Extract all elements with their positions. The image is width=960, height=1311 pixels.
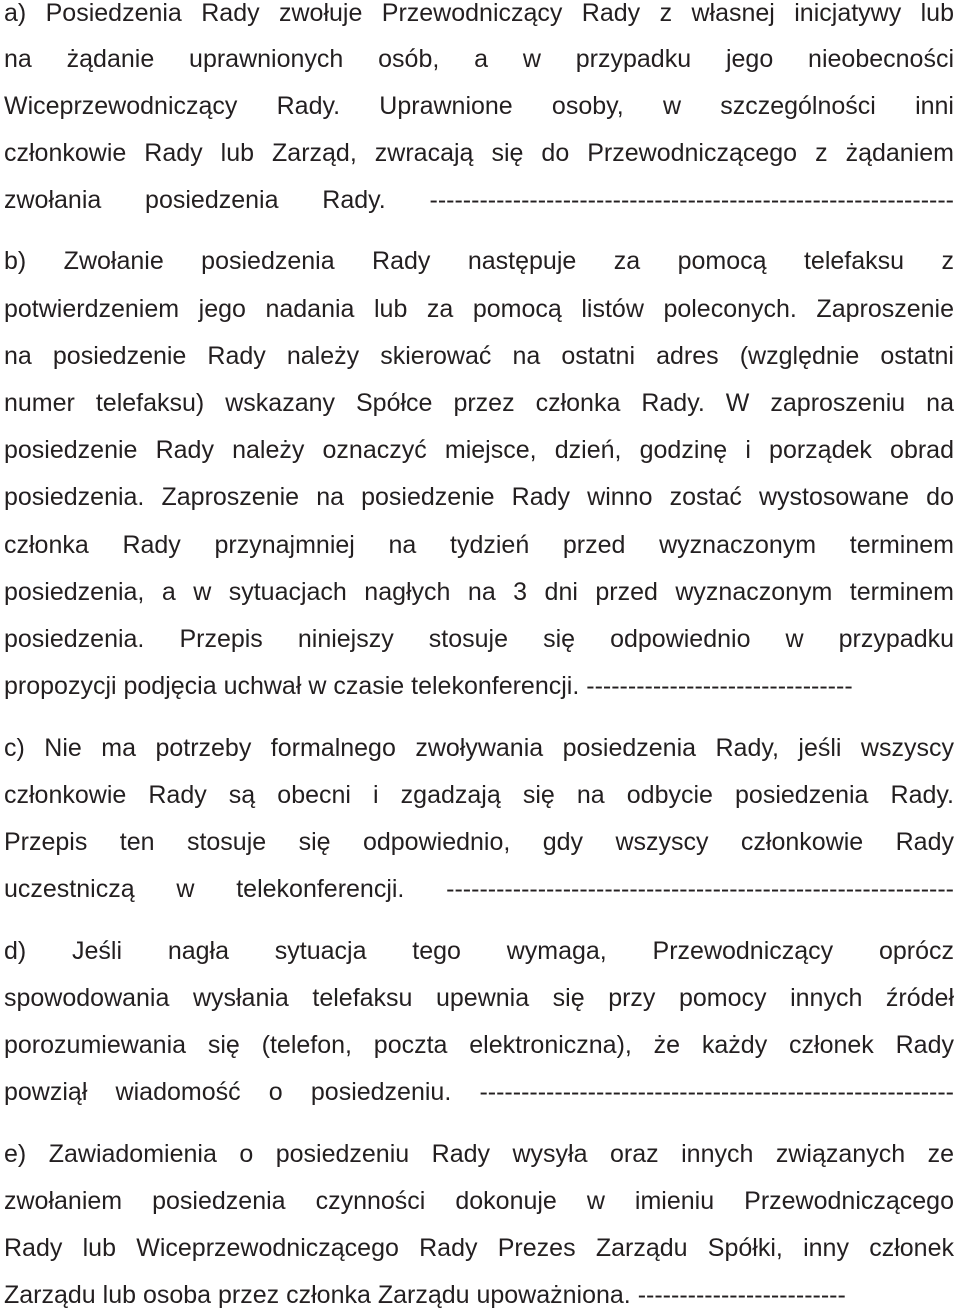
paragraph-c-line-4: uczestniczą w telekonferencji. ------------------------------------------------------------- [4, 875, 954, 903]
paragraph-d-line-1: d) Jeśli nagła sytuacja tego wymaga, Przewodniczący oprócz [4, 937, 954, 965]
paragraph-b-line-10: propozycji podjęcia uchwał w czasie telekonferencji. -------------------------------- [4, 672, 853, 700]
paragraph-a-line-2: na żądanie uprawnionych osób, a w przypadku jego nieobecności [4, 45, 954, 73]
paragraph-c-line-2: członkowie Rady są obecni i zgadzają się na odbycie posiedzenia Rady. [4, 781, 954, 809]
paragraph-b-line-2: potwierdzeniem jego nadania lub za pomocą listów poleconych. Zaproszenie [4, 295, 954, 323]
paragraph-e-line-4: Zarządu lub osoba przez członka Zarządu upoważniona. ------------------------- [4, 1281, 846, 1309]
paragraph-d-line-3: porozumiewania się (telefon, poczta elektroniczna), że każdy członek Rady [4, 1031, 954, 1059]
paragraph-b-line-9: posiedzenia. Przepis niniejszy stosuje się odpowiednio w przypadku [4, 625, 954, 653]
paragraph-a-line-1: a) Posiedzenia Rady zwołuje Przewodniczący Rady z własnej inicjatywy lub [4, 0, 954, 27]
paragraph-b-line-5: posiedzenie Rady należy oznaczyć miejsce, dzień, godzinę i porządek obrad [4, 436, 954, 464]
paragraph-a-line-3: Wiceprzewodniczący Rady. Uprawnione osoby, w szczególności inni [4, 92, 954, 120]
paragraph-a-line-4: członkowie Rady lub Zarząd, zwracają się do Przewodniczącego z żądaniem [4, 139, 954, 167]
paragraph-a-line-5: zwołania posiedzenia Rady. --------------------------------------------------------------- [4, 186, 954, 214]
paragraph-e-line-2: zwołaniem posiedzenia czynności dokonuje w imieniu Przewodniczącego [4, 1187, 954, 1215]
paragraph-d-line-4: powziął wiadomość o posiedzeniu. --------------------------------------------------------- [4, 1078, 954, 1106]
paragraph-b-line-7: członka Rady przynajmniej na tydzień przed wyznaczonym terminem [4, 531, 954, 559]
paragraph-c-line-1: c) Nie ma potrzeby formalnego zwoływania posiedzenia Rady, jeśli wszyscy [4, 734, 954, 762]
paragraph-e-line-1: e) Zawiadomienia o posiedzeniu Rady wysyła oraz innych związanych ze [4, 1140, 954, 1168]
paragraph-b-line-6: posiedzenia. Zaproszenie na posiedzenie Rady winno zostać wystosowane do [4, 483, 954, 511]
paragraph-b-line-3: na posiedzenie Rady należy skierować na ostatni adres (względnie ostatni [4, 342, 954, 370]
paragraph-b-line-8: posiedzenia, a w sytuacjach nagłych na 3 dni przed wyznaczonym terminem [4, 578, 954, 606]
paragraph-d-line-2: spowodowania wysłania telefaksu upewnia się przy pomocy innych źródeł [4, 984, 954, 1012]
paragraph-b-line-1: b) Zwołanie posiedzenia Rady następuje za pomocą telefaksu z [4, 247, 954, 275]
paragraph-b-line-4: numer telefaksu) wskazany Spółce przez członka Rady. W zaproszeniu na [4, 389, 954, 417]
paragraph-c-line-3: Przepis ten stosuje się odpowiednio, gdy wszyscy członkowie Rady [4, 828, 954, 856]
paragraph-e-line-3: Rady lub Wiceprzewodniczącego Rady Prezes Zarządu Spółki, inny członek [4, 1234, 954, 1262]
